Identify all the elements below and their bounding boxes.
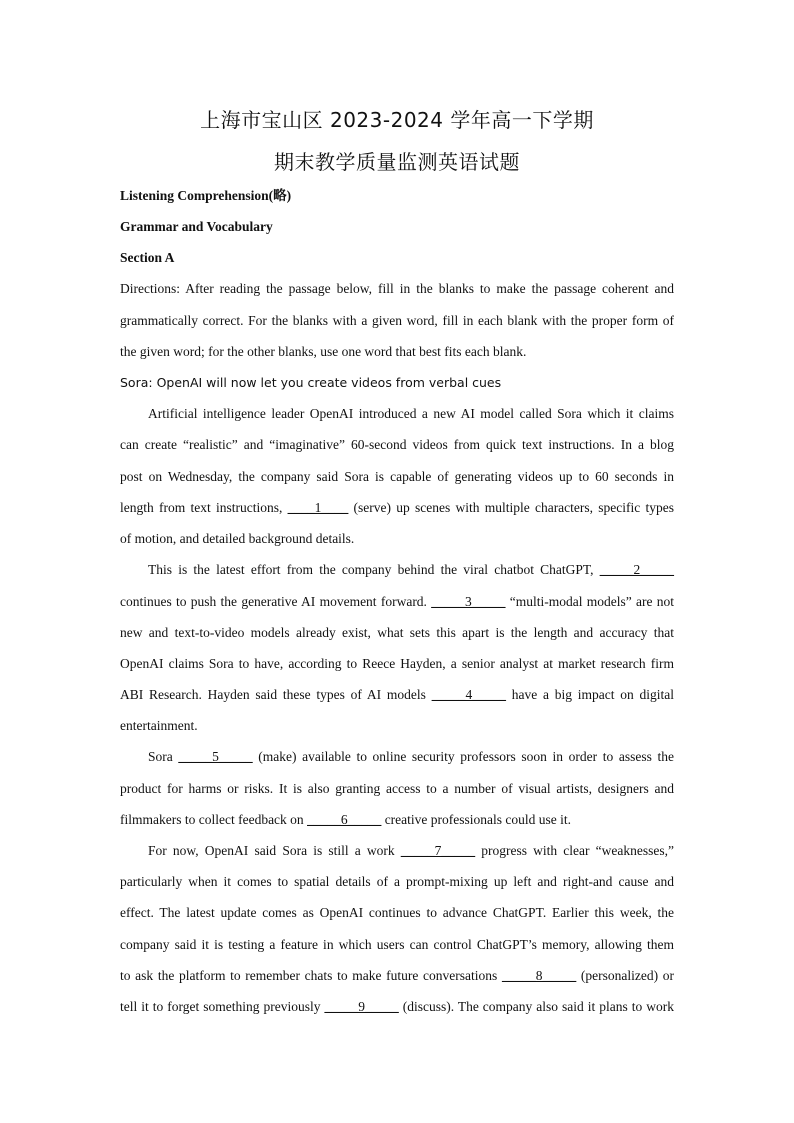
passage-text: Sora	[148, 749, 179, 764]
heading-listening: Listening Comprehension(略)	[120, 188, 292, 203]
passage-text: creative professionals could use it.	[381, 812, 572, 827]
passage-line: new and text-to-video models already exist, what sets this apart is the length and accuracy that	[120, 625, 674, 640]
passage-text: (personalized) or	[576, 968, 674, 983]
passage-line	[120, 810, 674, 830]
passage-line: can create “realistic” and “imaginative” 60-second videos from quick text instructions. In a blog	[120, 437, 674, 452]
passage-text: For now, OpenAI said Sora is still a work	[148, 843, 401, 858]
blank-4[interactable]: _____4_____	[431, 687, 506, 702]
passage-line	[120, 997, 674, 1017]
directions-line: Directions: After reading the passage below, fill in the blanks to make the passage coherent and	[120, 281, 674, 296]
passage-text: “multi-modal models” are not	[505, 594, 675, 609]
blank-1[interactable]: ____1____	[287, 500, 349, 515]
passage-line	[120, 685, 674, 705]
passage-line	[120, 592, 674, 612]
passage-line: OpenAI claims Sora to have, according to Reece Hayden, a senior analyst at market research firm	[120, 656, 674, 671]
blank-6[interactable]: _____6_____	[307, 812, 382, 827]
passage-text: to ask the platform to remember chats to make future conversations	[120, 968, 502, 983]
passage-title: Sora: OpenAI will now let you create videos from verbal cues	[120, 375, 502, 390]
blank-5[interactable]: _____5_____	[178, 749, 253, 764]
passage-line: post on Wednesday, the company said Sora is capable of generating videos up to 60 seconds in	[120, 469, 674, 484]
passage-text: filmmakers to collect feedback on	[120, 812, 308, 827]
blank-7[interactable]: _____7_____	[400, 843, 476, 858]
passage-text: ABI Research. Hayden said these types of AI models	[120, 687, 432, 702]
passage-line	[148, 841, 674, 861]
directions-line: the given word; for the other blanks, use one word that best fits each blank.	[120, 344, 527, 359]
passage-text: have a big impact on digital	[505, 687, 674, 702]
passage-text: (discuss). The company also said it plans to work	[398, 999, 674, 1014]
exam-subtitle: 期末教学质量监测英语试题	[274, 150, 520, 174]
passage-text: length from text instructions,	[120, 500, 288, 515]
blank-8[interactable]: _____8_____	[501, 968, 577, 983]
passage-line	[120, 966, 674, 986]
passage-line: product for harms or risks. It is also granting access to a number of visual artists, designers and	[120, 781, 674, 796]
blank-9[interactable]: _____9_____	[324, 999, 399, 1014]
passage-line	[148, 747, 674, 767]
passage-line: company said it is testing a feature in which users can control ChatGPT’s memory, allowing them	[120, 937, 674, 952]
blank-2[interactable]: _____2_____	[599, 562, 674, 577]
blank-3[interactable]: _____3_____	[431, 594, 506, 609]
passage-text: progress with clear “weaknesses,”	[475, 843, 674, 858]
passage-line: Artificial intelligence leader OpenAI introduced a new AI model called Sora which it claims	[148, 406, 674, 421]
passage-text: tell it to forget something previously	[120, 999, 325, 1014]
passage-line: effect. The latest update comes as OpenAI continues to advance ChatGPT. Earlier this week, the	[120, 905, 674, 920]
passage-text: (make) available to online security professors soon in order to assess the	[252, 749, 674, 764]
heading-grammar: Grammar and Vocabulary	[120, 219, 273, 234]
passage-line: of motion, and detailed background details.	[120, 531, 355, 546]
passage-text: continues to push the generative AI movement forward.	[120, 594, 432, 609]
passage-line	[120, 498, 674, 518]
passage-line	[148, 560, 674, 580]
heading-section-a: Section A	[120, 250, 175, 265]
passage-line: particularly when it comes to spatial details of a prompt-mixing up left and right-and cause and	[120, 874, 674, 889]
directions-line: grammatically correct. For the blanks with a given word, fill in each blank with the proper form of	[120, 313, 674, 328]
passage-text: (serve) up scenes with multiple characters, specific types	[348, 500, 674, 515]
passage-line: entertainment.	[120, 718, 198, 733]
exam-title: 上海市宝山区 2023-2024 学年高一下学期	[200, 108, 594, 132]
passage-text: This is the latest effort from the company behind the viral chatbot ChatGPT,	[148, 562, 600, 577]
